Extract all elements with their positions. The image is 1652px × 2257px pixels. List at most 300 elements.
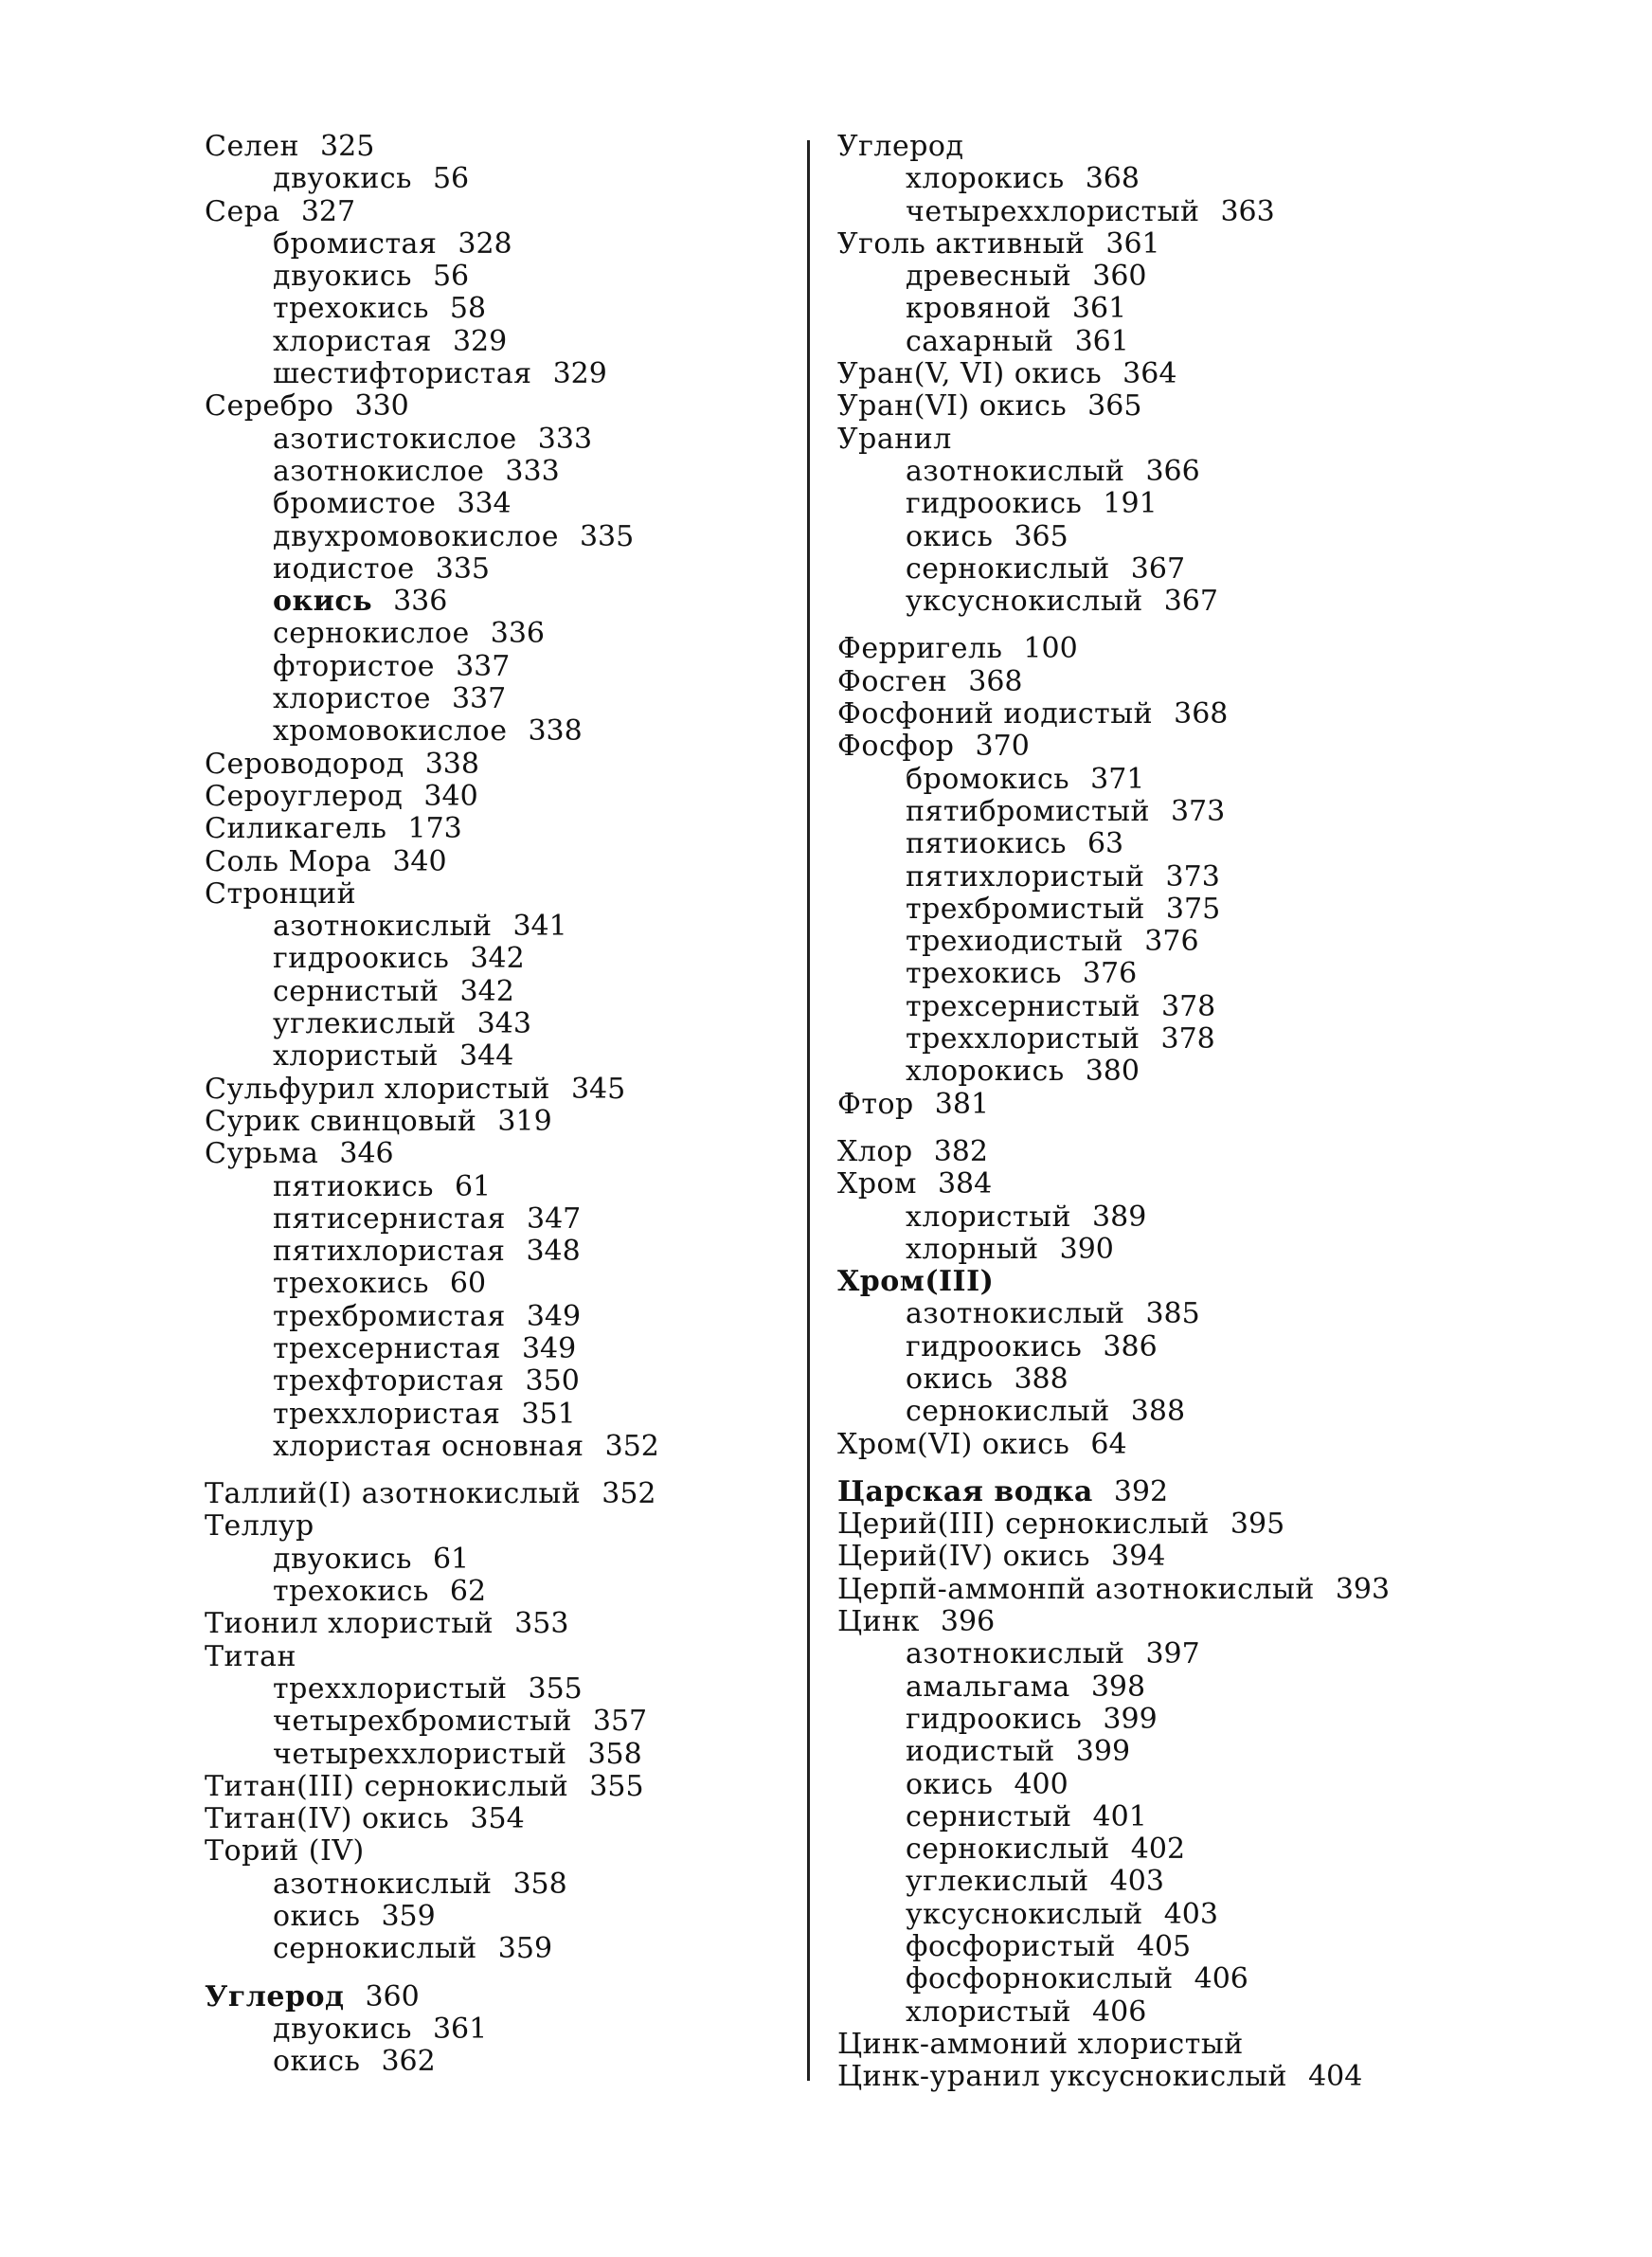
- index-term: трехиодистый: [906, 925, 1124, 959]
- page-number: 360: [365, 1979, 420, 2013]
- index-term: четырехбромистый: [273, 1705, 572, 1739]
- index-term: гидроокись: [906, 487, 1083, 521]
- index-term: Уранил: [837, 422, 952, 456]
- index-entry: [837, 2061, 1557, 2093]
- page-number: 352: [602, 1477, 656, 1511]
- index-term: хлорокись: [906, 162, 1065, 196]
- page-number: 395: [1230, 1508, 1285, 1542]
- page-number: 361: [432, 2012, 488, 2046]
- index-subentry: [837, 958, 1557, 990]
- index-entry: [837, 1606, 1557, 1638]
- page-number: 370: [975, 730, 1030, 764]
- index-subentry: [837, 926, 1557, 958]
- page-number: 191: [1103, 487, 1158, 521]
- index-column-left: [205, 131, 811, 2079]
- page-number: 389: [1092, 1200, 1147, 1234]
- index-subentry: [837, 1234, 1557, 1266]
- index-term: хлористое: [273, 682, 431, 716]
- page-number: 367: [1130, 551, 1186, 586]
- index-term: хлорокись: [906, 1055, 1065, 1089]
- page-number: 385: [1145, 1297, 1200, 1331]
- index-term: окись: [273, 585, 373, 619]
- index-term: гидроокись: [273, 942, 450, 976]
- index-term: азотнокислое: [273, 454, 485, 488]
- index-term: Царская водка: [837, 1474, 1093, 1508]
- page-number: 381: [934, 1087, 990, 1121]
- page-number: 61: [432, 1542, 470, 1576]
- index-entry: [205, 131, 811, 163]
- index-subentry: [205, 488, 811, 520]
- index-term: хромовокислое: [273, 714, 508, 749]
- index-term: четыреххлористый: [273, 1737, 567, 1771]
- index-term: Сурьма: [205, 1137, 319, 1171]
- index-term: трехокись: [273, 1575, 429, 1609]
- index-term: древесный: [906, 260, 1072, 294]
- page-number: 403: [1163, 1897, 1218, 1931]
- page-number: 405: [1136, 1930, 1192, 1964]
- index-subentry: [205, 1040, 811, 1073]
- index-term: сернистый: [273, 974, 440, 1008]
- index-term: сернокислый: [906, 1395, 1110, 1429]
- index-subentry: [205, 1008, 811, 1040]
- index-term: треххлористый: [906, 1022, 1140, 1056]
- index-term: гидроокись: [906, 1329, 1083, 1363]
- index-subentry: [837, 1023, 1557, 1056]
- index-subentry: [205, 1739, 811, 1771]
- page-number: 360: [1092, 260, 1147, 294]
- index-term: треххлористая: [273, 1397, 501, 1431]
- index-entry: [205, 878, 811, 911]
- index-entry: [837, 390, 1557, 423]
- index-entry: [837, 228, 1557, 261]
- index-term: хлористый: [906, 1995, 1072, 2029]
- page-number: 353: [514, 1607, 569, 1641]
- page-number: 340: [392, 844, 447, 878]
- page-number: 337: [456, 649, 511, 683]
- index-subentry: [205, 1171, 811, 1203]
- index-term: Хром(VI) окись: [837, 1427, 1070, 1461]
- index-term: Соль Мора: [205, 844, 372, 878]
- index-term: Цинк: [837, 1605, 920, 1639]
- index-term: азотнокислый: [906, 1297, 1125, 1331]
- index-subentry: [837, 861, 1557, 894]
- index-subentry: [837, 196, 1557, 228]
- page-number: 358: [512, 1867, 567, 1901]
- index-entry: [205, 1478, 811, 1510]
- page-number: 347: [526, 1201, 582, 1236]
- index-term: азотнокислый: [906, 1637, 1125, 1671]
- page-number: 361: [1105, 226, 1160, 261]
- index-term: Хром(III): [837, 1265, 995, 1299]
- index-term: фосфористый: [906, 1930, 1116, 1964]
- page-number: 340: [423, 779, 478, 813]
- page-number: 335: [435, 551, 491, 586]
- index-term: трехсернистый: [906, 989, 1140, 1023]
- index-term: Фосген: [837, 664, 948, 698]
- page-number: 376: [1144, 925, 1199, 959]
- index-subentry: [205, 293, 811, 325]
- page-number: 354: [470, 1802, 525, 1836]
- index-term: двуокись: [273, 2012, 412, 2046]
- page-number: 394: [1111, 1540, 1166, 1574]
- index-entry: [837, 731, 1557, 763]
- index-term: Ферригель: [837, 632, 1003, 666]
- index-term: Сера: [205, 194, 280, 228]
- index-subentry: [205, 163, 811, 195]
- index-entry: [205, 1608, 811, 1640]
- page-number: 400: [1014, 1767, 1068, 1801]
- index-subentry: [205, 1365, 811, 1398]
- index-term: окись: [906, 519, 994, 553]
- index-subentry: [837, 521, 1557, 553]
- index-term: Фосфоний иодистый: [837, 697, 1154, 731]
- page-number: 328: [458, 226, 512, 261]
- index-term: фосфорнокислый: [906, 1962, 1174, 1996]
- page-number: 325: [320, 130, 375, 163]
- page-number: 56: [432, 162, 470, 196]
- index-term: сернистый: [906, 1799, 1072, 1833]
- index-term: окись: [273, 1900, 361, 1934]
- index-term: сернокислый: [906, 1833, 1110, 1867]
- page-number: 337: [451, 682, 507, 716]
- page-number: 358: [587, 1737, 642, 1771]
- index-term: шестифтористая: [273, 357, 532, 391]
- page-number: 403: [1109, 1865, 1164, 1899]
- column-divider: [807, 140, 810, 2081]
- index-subentry: [837, 1671, 1557, 1704]
- index-subentry: [205, 586, 811, 618]
- index-entry: [205, 1641, 811, 1673]
- page-number: 365: [1087, 389, 1142, 424]
- index-term: Фосфор: [837, 730, 955, 764]
- page-number: 61: [454, 1169, 492, 1203]
- index-entry: [837, 698, 1557, 731]
- index-subentry: [205, 1576, 811, 1608]
- index-entry: [837, 1168, 1557, 1201]
- page-number: 63: [1086, 827, 1124, 861]
- index-term: пятиокись: [906, 827, 1067, 861]
- index-term: трехокись: [273, 292, 429, 326]
- index-term: Церий(IV) окись: [837, 1540, 1091, 1574]
- page-number: 336: [393, 585, 448, 619]
- index-entry: [205, 1074, 811, 1106]
- index-term: сернокислое: [273, 617, 470, 651]
- index-entry: [205, 1835, 811, 1868]
- index-term: пятиокись: [273, 1169, 434, 1203]
- index-subentry: [205, 976, 811, 1008]
- index-term: двуокись: [273, 260, 412, 294]
- page-number: 350: [525, 1364, 580, 1399]
- page-number: 355: [589, 1769, 644, 1803]
- index-term: Цинк-уранил уксуснокислый: [837, 2060, 1288, 2094]
- index-subentry: [837, 488, 1557, 520]
- index-entry: [205, 846, 811, 878]
- page-number: 406: [1092, 1995, 1147, 2029]
- index-term: пятисернистая: [273, 1201, 506, 1236]
- page-number: 380: [1085, 1055, 1140, 1089]
- page-number: 352: [604, 1429, 659, 1463]
- index-subentry: [205, 1236, 811, 1268]
- index-term: азотнокислый: [906, 454, 1125, 488]
- index-entry: [837, 1476, 1557, 1508]
- index-term: Цинк-аммоний хлористый: [837, 2027, 1244, 2061]
- page-number: 335: [579, 519, 635, 553]
- index-term: трехокись: [273, 1267, 429, 1301]
- index-term: Сероуглерод: [205, 779, 404, 813]
- index-term: гидроокись: [906, 1702, 1083, 1736]
- index-subentry: [205, 683, 811, 715]
- index-subentry: [837, 796, 1557, 828]
- index-subentry: [205, 261, 811, 293]
- page-number: 329: [552, 357, 607, 391]
- index-subentry: [837, 1866, 1557, 1898]
- page-number: 393: [1335, 1572, 1391, 1606]
- index-term: бромистая: [273, 226, 438, 261]
- index-subentry: [205, 1933, 811, 1965]
- index-term: кровяной: [906, 292, 1051, 326]
- page-number: 345: [570, 1072, 626, 1106]
- index-term: Теллур: [205, 1509, 314, 1544]
- index-term: хлористая основная: [273, 1429, 584, 1463]
- index-entry: [205, 196, 811, 228]
- page-number: 388: [1130, 1395, 1186, 1429]
- page-number: 329: [452, 324, 508, 358]
- index-term: Торий (IV): [205, 1834, 365, 1869]
- index-term: уксуснокислый: [906, 1897, 1143, 1931]
- page-number: 373: [1165, 859, 1220, 894]
- page-number: 378: [1160, 1022, 1215, 1056]
- index-subentry: [205, 1544, 811, 1576]
- page-number: 349: [526, 1299, 582, 1333]
- page-number: 404: [1308, 2060, 1363, 2094]
- index-term: Титан: [205, 1639, 296, 1673]
- page-number: 62: [449, 1575, 487, 1609]
- page-number: 338: [424, 747, 479, 781]
- index-subentry: [837, 456, 1557, 488]
- index-term: иодистое: [273, 551, 415, 586]
- index-term: пятибромистый: [906, 794, 1150, 828]
- index-term: сернокислый: [273, 1932, 477, 1966]
- page-number: 386: [1103, 1329, 1158, 1363]
- index-subentry: [837, 586, 1557, 618]
- index-term: двуокись: [273, 1542, 412, 1576]
- index-subentry: [837, 828, 1557, 860]
- index-subentry: [205, 618, 811, 650]
- page-number: 343: [476, 1007, 531, 1041]
- page-number: 361: [1071, 292, 1127, 326]
- page-number: 399: [1103, 1702, 1158, 1736]
- page-number: 371: [1090, 762, 1145, 796]
- index-subentry: [837, 1396, 1557, 1428]
- index-subentry: [837, 894, 1557, 926]
- index-entry: [205, 781, 811, 813]
- index-term: Силикагель: [205, 812, 387, 846]
- index-term: амальгама: [906, 1670, 1070, 1704]
- index-term: иодистый: [906, 1735, 1055, 1769]
- index-term: Селен: [205, 130, 300, 163]
- index-term: хлористая: [273, 324, 432, 358]
- index-term: Уран(V, VI) окись: [837, 357, 1103, 391]
- index-term: Стронций: [205, 876, 357, 911]
- page-number: 334: [457, 487, 512, 521]
- page-number: 368: [1174, 697, 1229, 731]
- index-entry: [837, 1574, 1557, 1606]
- page-number: 373: [1170, 794, 1226, 828]
- index-subentry: [205, 2046, 811, 2078]
- index-term: азотнокислый: [273, 1867, 493, 1901]
- page-number: 351: [521, 1397, 576, 1431]
- index-entry: [205, 1106, 811, 1138]
- index-entry: [205, 1771, 811, 1803]
- index-term: трехфтористая: [273, 1364, 505, 1399]
- index-entry: [837, 2029, 1557, 2061]
- index-subentry: [837, 1931, 1557, 1963]
- page-number: 397: [1145, 1637, 1200, 1671]
- index-entry: [837, 1541, 1557, 1573]
- page-number: 406: [1194, 1962, 1248, 1996]
- index-subentry: [837, 1056, 1557, 1088]
- page-number: 402: [1130, 1833, 1186, 1867]
- page-number: 359: [497, 1932, 553, 1966]
- index-subentry: [205, 521, 811, 553]
- index-entry: [205, 1510, 811, 1543]
- index-subentry: [205, 456, 811, 488]
- page-number: 382: [933, 1134, 988, 1168]
- page-number: 100: [1023, 632, 1078, 666]
- index-term: Уран(VI) окись: [837, 389, 1068, 424]
- index-entry: [205, 1981, 811, 2013]
- page-number: 398: [1090, 1670, 1146, 1704]
- index-term: Сульфурил хлористый: [205, 1072, 550, 1106]
- index-term: бромокись: [906, 762, 1070, 796]
- index-subentry: [205, 1399, 811, 1431]
- page-number: 364: [1122, 357, 1177, 391]
- index-subentry: [837, 991, 1557, 1023]
- index-subentry: [205, 553, 811, 586]
- index-term: Хлор: [837, 1134, 913, 1168]
- index-term: трехбромистая: [273, 1299, 506, 1333]
- page-number: 384: [937, 1167, 993, 1201]
- index-term: азотистокислое: [273, 422, 517, 456]
- index-subentry: [205, 1333, 811, 1365]
- index-subentry: [837, 1363, 1557, 1396]
- index-subentry: [837, 326, 1557, 358]
- index-subentry: [837, 1833, 1557, 1866]
- index-term: трехбромистый: [906, 892, 1145, 926]
- index-entry: [205, 749, 811, 781]
- index-entry: [837, 424, 1557, 456]
- page-number: 378: [1161, 989, 1216, 1023]
- index-subentry: [837, 1298, 1557, 1330]
- page-number: 355: [528, 1671, 583, 1706]
- index-subentry: [205, 1203, 811, 1236]
- index-subentry: [205, 2013, 811, 2046]
- index-entry: [837, 1089, 1557, 1121]
- page-number: 376: [1082, 957, 1138, 991]
- index-subentry: [837, 1769, 1557, 1801]
- index-subentry: [205, 1706, 811, 1738]
- page-number: 319: [497, 1104, 552, 1138]
- index-subentry: [837, 764, 1557, 796]
- index-term: пятихлористая: [273, 1235, 506, 1269]
- page-number: 357: [592, 1705, 648, 1739]
- index-term: Сурик свинцовый: [205, 1104, 477, 1138]
- page-number: 388: [1014, 1362, 1068, 1396]
- index-term: Сероводород: [205, 747, 404, 781]
- index-term: хлористый: [273, 1039, 440, 1074]
- page-number: 348: [526, 1235, 581, 1269]
- page-number: 368: [1085, 162, 1140, 196]
- page-number: 401: [1092, 1799, 1147, 1833]
- page-number: 359: [381, 1900, 436, 1934]
- index-subentry: [837, 261, 1557, 293]
- index-term: трехокись: [906, 957, 1062, 991]
- index-subentry: [837, 1801, 1557, 1833]
- page-number: 341: [512, 910, 567, 944]
- page-number: 333: [537, 422, 593, 456]
- index-term: хлорный: [906, 1232, 1039, 1266]
- page-number: 327: [300, 194, 356, 228]
- index-entry: [205, 1803, 811, 1835]
- index-term: пятихлористый: [906, 859, 1145, 894]
- index-term: азотнокислый: [273, 910, 493, 944]
- index-entry: [837, 1136, 1557, 1168]
- index-term: окись: [906, 1362, 994, 1396]
- index-subentry: [205, 943, 811, 975]
- index-subentry: [205, 228, 811, 261]
- page-number: 363: [1220, 194, 1275, 228]
- index-term: окись: [906, 1767, 994, 1801]
- index-term: Титан(IV) окись: [205, 1802, 450, 1836]
- index-subentry: [205, 1431, 811, 1463]
- index-subentry: [837, 1996, 1557, 2029]
- index-term: четыреххлористый: [906, 194, 1200, 228]
- index-term: Хром: [837, 1167, 917, 1201]
- page-number: 392: [1113, 1474, 1169, 1508]
- index-term: окись: [273, 2045, 361, 2079]
- index-subentry: [205, 1268, 811, 1300]
- index-term: трехсернистая: [273, 1331, 501, 1365]
- index-term: Церий(III) сернокислый: [837, 1508, 1210, 1542]
- index-subentry: [837, 293, 1557, 325]
- index-term: Уголь активный: [837, 226, 1086, 261]
- index-term: хлористый: [906, 1200, 1072, 1234]
- page-number: 368: [968, 664, 1023, 698]
- index-subentry: [205, 1869, 811, 1901]
- index-entry: [205, 390, 811, 423]
- index-term: треххлористый: [273, 1671, 508, 1706]
- index-subentry: [205, 1901, 811, 1933]
- page-number: 56: [432, 260, 470, 294]
- index-term: сернокислый: [906, 551, 1110, 586]
- index-subentry: [205, 651, 811, 683]
- page-number: 333: [505, 454, 560, 488]
- index-term: Тионил хлористый: [205, 1607, 494, 1641]
- page-number: 344: [459, 1039, 514, 1074]
- index-subentry: [837, 1201, 1557, 1234]
- index-entry: [205, 1138, 811, 1170]
- index-entry: [837, 633, 1557, 665]
- page-number: 396: [940, 1605, 996, 1639]
- index-term: Фтор: [837, 1087, 914, 1121]
- page-number: 367: [1163, 585, 1218, 619]
- page-number: 60: [449, 1267, 487, 1301]
- page-number: 399: [1075, 1735, 1131, 1769]
- page-number: 58: [449, 292, 487, 326]
- page-number: 362: [381, 2045, 436, 2079]
- index-subentry: [837, 1704, 1557, 1736]
- index-subentry: [205, 358, 811, 390]
